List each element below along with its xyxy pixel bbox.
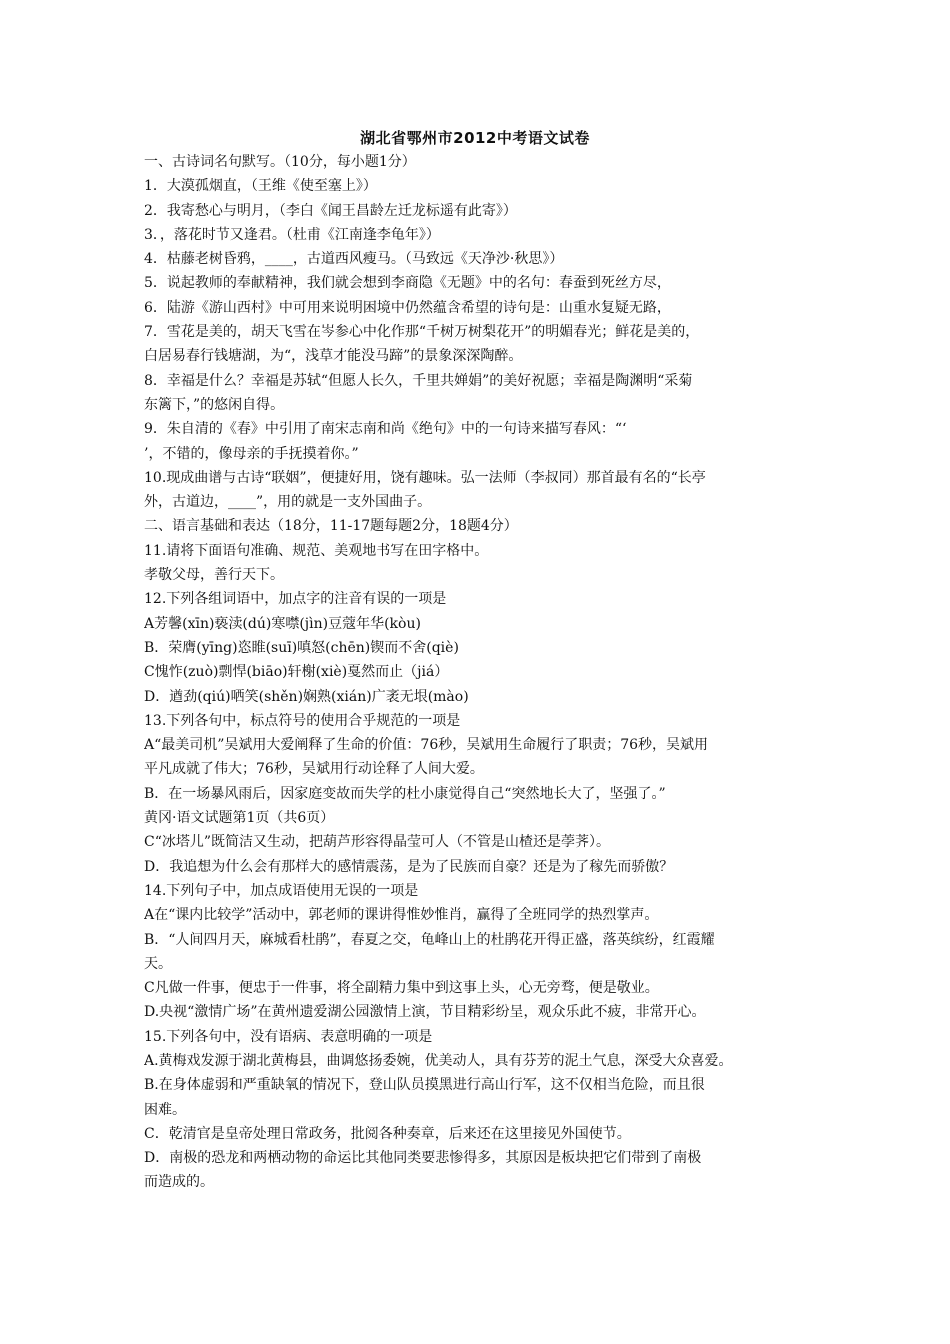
option-line: A芳馨(xīn)亵渎(dú)寒噤(jìn)豆蔻年华(kòu)	[144, 615, 421, 632]
option-line: C凡做一件事，便忠于一件事，将全副精力集中到这事上头，心无旁骛，便是敬业。	[144, 980, 659, 997]
question-line: 8．幸福是什么？幸福是苏轼“但愿人长久，千里共婵娟”的美好祝愿；幸福是陶渊明“采菊	[144, 372, 693, 389]
section-heading: 二、语言基础和表达（18分，11-17题每题2分，18题4分）	[144, 518, 518, 535]
option-line: D.央视“激情广场”在黄州遗爱湖公园激情上演，节目精彩纷呈，观众乐此不疲，非常开心。	[144, 1004, 706, 1021]
question-line: 东篱下，”的悠闲自得。	[144, 396, 285, 413]
option-line: B．在一场暴风雨后，因家庭变故而失学的杜小康觉得自己“突然地长大了，坚强了。”	[144, 785, 666, 802]
question-line: 11.请将下面语句准确、规范、美观地书写在田字格中。	[144, 542, 489, 559]
option-line: A在“课内比较学”活动中，郭老师的课讲得惟妙惟肖，赢得了全班同学的热烈掌声。	[144, 907, 659, 924]
question-line: 7．雪花是美的，胡天飞雪在岑参心中化作那“千树万树梨花开”的明媚春光；鲜花是美的，	[144, 324, 700, 341]
question-line: 白居易春行钱塘湖，为“，浅草才能没马蹄”的景象深深陶醉。	[144, 348, 523, 365]
option-line: B．“人间四月天，麻城看杜鹃”，春夏之交，龟峰山上的杜鹃花开得正盛，落英缤纷，红霞耀	[144, 931, 715, 948]
option-line: D．遒劲(qiú)哂笑(shěn)娴熟(xián)广袤无垠(mào)	[144, 688, 469, 705]
page-footer: 黄冈·语文试题第1页（共6页）	[144, 810, 335, 827]
option-line: 而造成的。	[144, 1174, 214, 1191]
section-heading: 一、古诗词名句默写。（10分，每小题1分）	[144, 154, 416, 170]
option-line: B．荣膺(yīng)恣睢(suī)嗔怒(chēn)锲而不舍(qiè)	[144, 639, 459, 656]
option-line: C“冰塔儿”既简洁又生动，把葫芦形容得晶莹可人（不管是山楂还是荸荠）。	[144, 834, 611, 851]
option-line: 困难。	[144, 1101, 186, 1118]
question-line: 5．说起教师的奉献精神，我们就会想到李商隐《无题》中的名句：春蚕到死丝方尽，	[144, 275, 671, 292]
question-line: 2．我寄愁心与明月，（李白《闻王昌龄左迁龙标遥有此寄》）	[144, 202, 517, 219]
question-line: 孝敬父母，善行天下。	[144, 567, 284, 584]
question-line: 4．枯藤老树昏鸦，____，古道西风瘦马。（马致远《天净沙·秋思》）	[144, 251, 564, 268]
option-line: C愧怍(zuò)剽悍(biāo)轩榭(xiè)戛然而止（jiá）	[144, 664, 449, 681]
question-line: ’，不错的，像母亲的手抚摸着你。”	[144, 445, 359, 462]
question-line: 15.下列各句中，没有语病、表意明确的一项是	[144, 1028, 433, 1045]
option-line: 平凡成就了伟大；76秒，吴斌用行动诠释了人间大爱。	[144, 761, 484, 778]
question-line: 10.现成曲谱与古诗“联姻”，便捷好用，饶有趣味。弘一法师（李叔同）那首最有名的“长亭	[144, 469, 706, 486]
option-line: C．乾清官是皇帝处理日常政务，批阅各种奏章，后来还在这里接见外国使节。	[144, 1125, 631, 1142]
option-line: D．我追想为什么会有那样大的感情震荡，是为了民族而自豪？还是为了稼先而骄傲？	[144, 858, 674, 875]
question-line: 6．陆游《游山西村》中可用来说明困境中仍然蕴含希望的诗句是：山重水复疑无路，	[144, 299, 671, 316]
question-line: 9．朱自清的《春》中引用了南宋志南和尚《绝句》中的一句诗来描写春风：“‘	[144, 421, 627, 438]
page-title: 湖北省鄂州市2012中考语文试卷	[360, 129, 590, 147]
option-line: A.黄梅戏发源于湖北黄梅县，曲调悠扬委婉，优美动人，具有芬芳的泥土气息，深受大众喜爱。	[144, 1052, 733, 1069]
option-line: 天。	[144, 955, 172, 972]
question-line: 1．大漠孤烟直，（王维《使至塞上》）	[144, 178, 377, 195]
question-line: 外，古道边，____”，用的就是一支外国曲子。	[144, 494, 432, 511]
option-line: A“最美司机”吴斌用大爱阐释了生命的价值：76秒，吴斌用生命履行了职责；76秒，吴斌用	[144, 737, 709, 754]
exam-body	[144, 150, 824, 1195]
question-line: 13.下列各句中，标点符号的使用合乎规范的一项是	[144, 712, 461, 729]
option-line: B.在身体虚弱和严重缺氧的情况下，登山队员摸黑进行高山行军，这不仅相当危险，而且很	[144, 1077, 705, 1094]
question-line: 14.下列句子中，加点成语使用无误的一项是	[144, 882, 419, 899]
question-line: 12.下列各组词语中，加点字的注音有误的一项是	[144, 591, 447, 608]
option-line: D．南极的恐龙和两栖动物的命运比其他同类要悲惨得多，其原因是板块把它们带到了南极	[144, 1150, 702, 1167]
question-line: 3．，落花时节又逢君。（杜甫《江南逢李龟年》）	[144, 226, 440, 243]
